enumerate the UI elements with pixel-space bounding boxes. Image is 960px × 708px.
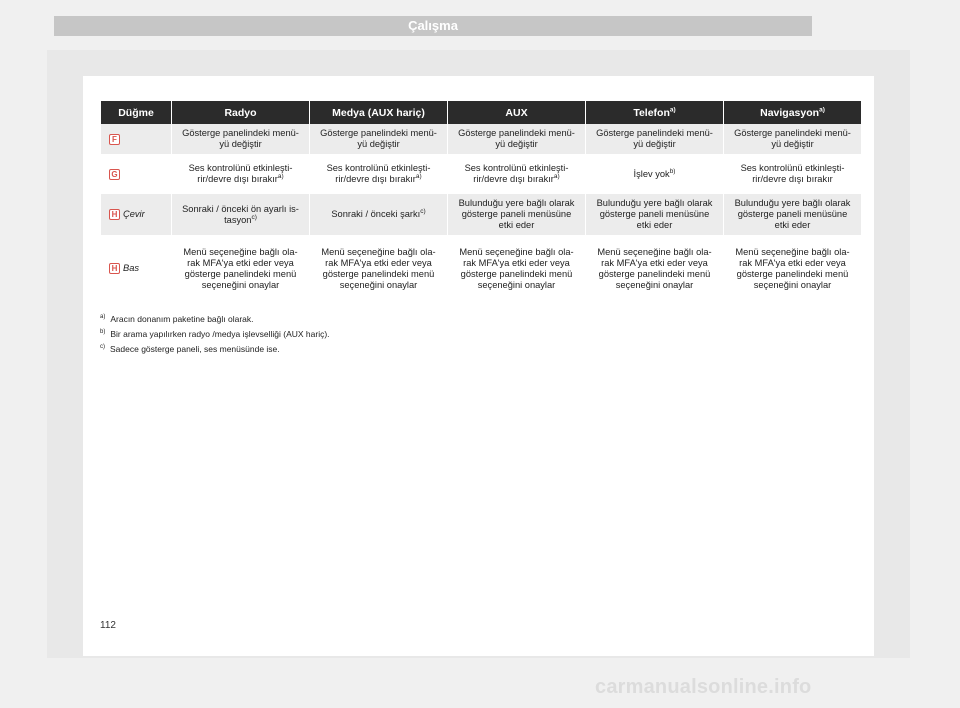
cell-line: Ses kontrolünü etkinleşti- [188, 163, 293, 173]
cell-line: gösterge panelindeki menü [598, 268, 711, 279]
button-cell [101, 157, 171, 194]
function-cell [310, 238, 447, 302]
cell-line: yü değiştir [495, 139, 538, 149]
button-cell [101, 194, 171, 238]
cell-line: yü değiştir [633, 139, 676, 149]
cell-line: gösterge panelindeki menü [460, 268, 573, 279]
cell-line: rak MFA'ya etki eder veya [325, 257, 432, 268]
cell-line: Bulunduğu yere bağlı olarak [734, 198, 851, 208]
cell-line: Menü seçeneğine bağlı ola- [597, 246, 712, 257]
cell-line: yü değiştir [771, 139, 814, 149]
cell-line: Gösterge panelindeki menü- [596, 128, 713, 138]
control-action-label: Çevir [123, 209, 145, 220]
cell-line: Ses kontrolünü etkinleşti- [326, 163, 431, 173]
cell-line: Gösterge panelindeki menü- [320, 128, 437, 138]
cell-line: gösterge paneli menüsüne [461, 209, 572, 219]
table-header-row [101, 101, 861, 124]
cell-line: gösterge paneli menüsüne [737, 209, 848, 219]
cell-line: etki eder [774, 220, 811, 230]
footnote-ref: a) [415, 172, 422, 180]
function-cell [310, 194, 447, 238]
footnote: $^{c)}$ Sadece gösterge paneli, ses menüsünde ise. [100, 344, 280, 354]
function-cell [448, 124, 585, 157]
cell-line: seçeneğini onaylar [201, 279, 280, 290]
footnote-ref: c) [420, 207, 426, 215]
header-cell: AUX [448, 101, 585, 124]
control-key-icon: H [109, 263, 120, 274]
cell-line: gösterge paneli menüsüne [599, 209, 710, 219]
cell-line: etki eder [498, 220, 535, 230]
cell-line: Ses kontrolünü etkinleşti- [740, 163, 845, 173]
button-cell [101, 238, 171, 302]
cell-line: Menü seçeneğine bağlı ola- [735, 246, 850, 257]
cell-line: Gösterge panelindeki menü- [734, 128, 851, 138]
cell-line: rak MFA'ya etki eder veya [187, 257, 294, 268]
cell-line: Gösterge panelindeki menü- [182, 128, 299, 138]
header-cell: Medya (AUX hariç) [310, 101, 447, 124]
cell-line: gösterge panelindeki menü [184, 268, 297, 279]
function-cell [724, 124, 861, 157]
table-row [101, 238, 861, 302]
footnote-ref: a) [277, 172, 284, 180]
function-cell [586, 124, 723, 157]
controls-table [100, 101, 862, 302]
control-key-icon: H [109, 209, 120, 220]
footnote-ref: c) [251, 213, 257, 221]
function-cell [172, 124, 309, 157]
cell-line: Gösterge panelindeki menü- [458, 128, 575, 138]
control-key-icon: G [109, 169, 120, 180]
page-number: 112 [100, 620, 116, 631]
footnote: $^{a)}$ Aracın donanım paketine bağlı olarak. [100, 314, 254, 324]
cell-line: Ses kontrolünü etkinleşti- [464, 163, 569, 173]
cell-line: etki eder [636, 220, 673, 230]
control-key-icon: F [109, 134, 120, 145]
function-cell [724, 157, 861, 194]
function-cell [586, 194, 723, 238]
function-cell [310, 124, 447, 157]
cell-line: İşlev yok [633, 168, 670, 179]
function-cell [448, 157, 585, 194]
header-cell: Telefon$^{a)}$ [586, 101, 723, 124]
function-cell [172, 238, 309, 302]
function-cell [172, 194, 309, 238]
cell-line: rak MFA'ya etki eder veya [463, 257, 570, 268]
function-cell [586, 157, 723, 194]
control-action-label: Bas [123, 263, 140, 274]
table-row [101, 157, 861, 194]
cell-line: seçeneğini onaylar [477, 279, 556, 290]
section-title: Çalışma [54, 16, 812, 36]
cell-line: Menü seçeneğine bağlı ola- [183, 246, 298, 257]
cell-line: seçeneğini onaylar [339, 279, 418, 290]
cell-line: Sonraki / önceki ön ayarlı is- [182, 203, 299, 214]
function-cell [724, 194, 861, 238]
cell-line: rir/devre dışı bırakır [752, 174, 833, 184]
watermark: carmanualsonline.info [595, 676, 812, 698]
footnote: $^{b)}$ Bir arama yapılırken radyo /medya işlevselliği (AUX hariç). [100, 329, 330, 339]
table-row [101, 194, 861, 238]
cell-line: yü değiştir [219, 139, 262, 149]
cell-line: rir/devre dışı bırakır [335, 174, 416, 184]
cell-line: tasyon [224, 214, 252, 225]
cell-line: Sonraki / önceki şarkı [331, 209, 421, 219]
button-cell [101, 124, 171, 157]
table-row [101, 124, 861, 157]
function-cell [586, 238, 723, 302]
header-cell: Navigasyon$^{a)}$ [724, 101, 861, 124]
cell-line: rir/devre dışı bırakır [473, 174, 554, 184]
cell-line: gösterge panelindeki menü [322, 268, 435, 279]
cell-line: yü değiştir [357, 139, 400, 149]
cell-line: seçeneğini onaylar [615, 279, 694, 290]
cell-line: rir/devre dışı bırakır [197, 174, 278, 184]
header-cell: Düğme [101, 101, 171, 124]
footnote-ref: a) [553, 172, 560, 180]
cell-line: rak MFA'ya etki eder veya [601, 257, 708, 268]
function-cell [172, 157, 309, 194]
function-cell [310, 157, 447, 194]
cell-line: gösterge panelindeki menü [736, 268, 849, 279]
cell-line: Menü seçeneğine bağlı ola- [459, 246, 574, 257]
footnotes [100, 314, 800, 359]
cell-line: Menü seçeneğine bağlı ola- [321, 246, 436, 257]
function-cell [448, 238, 585, 302]
header-cell: Radyo [172, 101, 309, 124]
footnote-ref: b) [669, 167, 676, 175]
cell-line: Bulunduğu yere bağlı olarak [596, 198, 713, 208]
function-cell [448, 194, 585, 238]
function-cell [724, 238, 861, 302]
cell-line: rak MFA'ya etki eder veya [739, 257, 846, 268]
cell-line: seçeneğini onaylar [753, 279, 832, 290]
cell-line: Bulunduğu yere bağlı olarak [458, 198, 575, 208]
